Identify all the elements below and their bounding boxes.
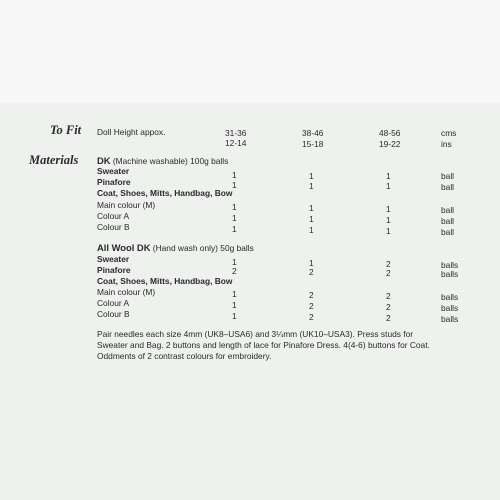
dk-row-name: Sweater <box>97 166 130 176</box>
dk-row-unit: ball <box>441 227 455 237</box>
wool-row-value: 1 <box>309 258 314 268</box>
wool-row-value: 1 <box>232 289 237 299</box>
dk-row-unit: ball <box>441 216 455 226</box>
dk-row-name: Colour B <box>97 222 130 232</box>
size-in-1: 12-14 <box>225 138 247 148</box>
dk-row-unit: ball <box>441 205 455 215</box>
wool-row-unit: balls <box>441 314 459 324</box>
wool-yarn-desc: (Hand wash only) 50g balls <box>150 243 254 253</box>
doll-height-label: Doll Height appox. <box>97 127 166 137</box>
wool-row-name: Colour B <box>97 309 130 319</box>
dk-row-value: 1 <box>386 226 391 236</box>
wool-row-value: 1 <box>232 311 237 321</box>
dk-row-value: 1 <box>386 181 391 191</box>
dk-row-name: Coat, Shoes, Mitts, Handbag, Bow <box>97 188 233 198</box>
wool-row-name: Pinafore <box>97 265 131 275</box>
wool-row-value: 2 <box>386 268 391 278</box>
dk-row-value: 1 <box>232 202 237 212</box>
size-in-2: 15-18 <box>302 139 324 149</box>
dk-row-value: 1 <box>309 225 314 235</box>
dk-row-value: 1 <box>232 224 237 234</box>
dk-row-value: 1 <box>386 204 391 214</box>
wool-row-unit: balls <box>441 269 459 279</box>
wool-row-value: 2 <box>309 290 314 300</box>
top-margin <box>0 0 500 103</box>
wool-yarn-header <box>97 243 254 253</box>
dk-yarn-desc: (Machine washable) 100g balls <box>110 156 229 166</box>
wool-row-name: Main colour (M) <box>97 287 156 297</box>
wool-row-name: Sweater <box>97 254 130 264</box>
dk-yarn-name: DK <box>97 155 111 166</box>
dk-row-unit: ball <box>441 182 455 192</box>
dk-row-name: Pinafore <box>97 177 131 187</box>
size-cm-3: 48-56 <box>379 128 401 138</box>
wool-yarn-name: All Wool DK <box>97 242 151 253</box>
dk-row-name: Main colour (M) <box>97 200 156 210</box>
dk-row-value: 1 <box>232 213 237 223</box>
size-cm-1: 31-36 <box>225 128 247 138</box>
wool-row-unit: balls <box>441 260 459 270</box>
wool-row-name: Coat, Shoes, Mitts, Handbag, Bow <box>97 276 233 286</box>
dk-row-value: 1 <box>386 215 391 225</box>
wool-row-value: 1 <box>232 257 237 267</box>
dk-row-value: 1 <box>309 203 314 213</box>
dk-row-value: 1 <box>309 171 314 181</box>
wool-row-value: 2 <box>309 312 314 322</box>
dk-row-name: Colour A <box>97 211 130 221</box>
wool-row-value: 2 <box>309 267 314 277</box>
dk-row-value: 1 <box>386 171 391 181</box>
dk-yarn-header <box>97 156 228 166</box>
needles-notes: Pair needles each size 4mm (UK8–USA6) and 3¼mm (UK10–USA3). Press studs for Sweater and Bag. 2 buttons and length of lace for Pinafore Dress. 4(4-6) buttons for Coat. Oddments of 2 contrast colours for embroidery. <box>97 329 430 362</box>
dk-row-value: 1 <box>309 214 314 224</box>
dk-row-value: 1 <box>309 181 314 191</box>
wool-row-unit: balls <box>441 303 459 313</box>
wool-row-value: 2 <box>232 266 237 276</box>
wool-row-value: 1 <box>232 300 237 310</box>
wool-row-value: 2 <box>309 301 314 311</box>
wool-row-name: Colour A <box>97 298 130 308</box>
dk-row-unit: ball <box>441 171 455 181</box>
dk-row-value: 1 <box>232 170 237 180</box>
materials-heading: Materials <box>29 153 79 167</box>
wool-row-value: 2 <box>386 259 391 269</box>
wool-row-value: 2 <box>386 302 391 312</box>
to-fit-heading: To Fit <box>50 123 82 137</box>
size-in-3: 19-22 <box>379 139 401 149</box>
unit-cms: cms <box>441 128 457 138</box>
dk-row-value: 1 <box>232 180 237 190</box>
unit-ins: ins <box>441 139 452 149</box>
wool-row-unit: balls <box>441 292 459 302</box>
size-cm-2: 38-46 <box>302 128 324 138</box>
wool-row-value: 2 <box>386 291 391 301</box>
wool-row-value: 2 <box>386 313 391 323</box>
